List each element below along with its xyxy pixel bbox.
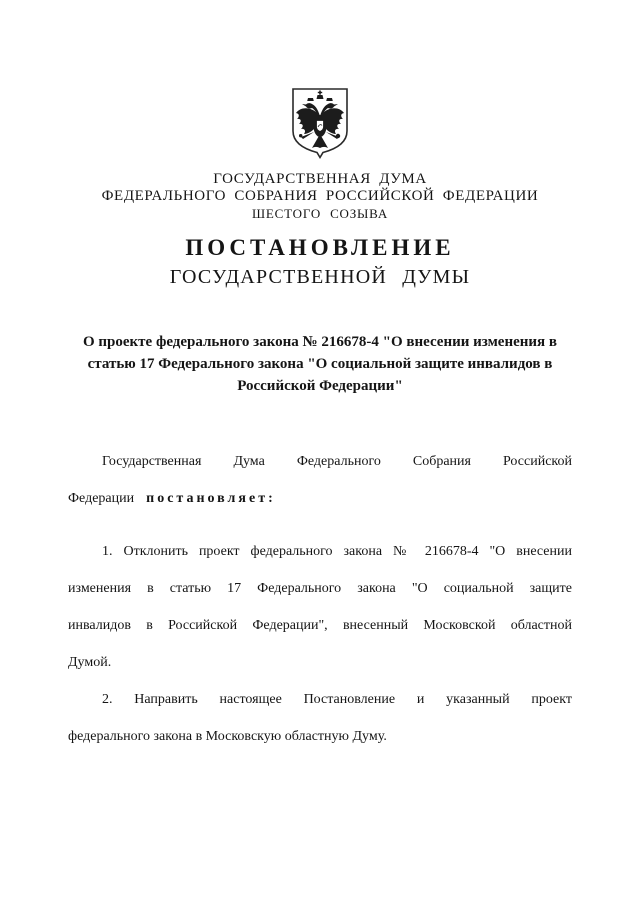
item-1-paragraph (68, 533, 572, 681)
subject-line: О проекте федерального закона № 216678-4 "О внесении изменения в (82, 334, 558, 350)
document-body (68, 443, 572, 755)
subject-line: статью 17 Федерального закона "О социальной защите инвалидов в (87, 356, 553, 372)
document-subject (64, 331, 576, 397)
org-name-line2: ФЕДЕРАЛЬНОГО СОБРАНИЯ РОССИЙСКОЙ ФЕДЕРАЦИИ (101, 188, 539, 204)
resolves-keyword: постановляет: (146, 491, 276, 506)
item-1-line: 1. Отклонить проект федерального закона № 216678-4 "О внесении (102, 544, 572, 559)
preamble-line: Государственная Дума Федерального Собрания Российской (102, 454, 572, 469)
preamble-word: Федерации (68, 491, 135, 506)
subject-line: Российской Федерации" (237, 378, 403, 394)
preamble-line (68, 480, 572, 517)
emblem-container (0, 0, 640, 165)
item-2-line: федерального закона в Московскую областную Думу. (68, 729, 387, 744)
issuing-body-header (0, 171, 640, 223)
item-1-line: инвалидов в Российской Федерации", внесенный Московской областной (68, 618, 572, 633)
item-1-line: Думой. (68, 655, 112, 670)
item-2-paragraph (68, 681, 572, 755)
org-name-line1: ГОСУДАРСТВЕННАЯ ДУМА (213, 171, 427, 187)
item-2-line: 2. Направить настоящее Постановление и указанный проект (102, 692, 572, 707)
document-type-subtitle: ГОСУДАРСТВЕННОЙ ДУМЫ (169, 266, 471, 288)
org-convocation-line: ШЕСТОГО СОЗЫВА (251, 206, 389, 221)
item-1-line: изменения в статью 17 Федерального закона "О социальной защите (68, 581, 572, 596)
document-type-title: ПОСТАНОВЛЕНИЕ (185, 235, 455, 260)
coat-of-arms-icon (286, 86, 354, 160)
preamble-paragraph (68, 443, 572, 517)
